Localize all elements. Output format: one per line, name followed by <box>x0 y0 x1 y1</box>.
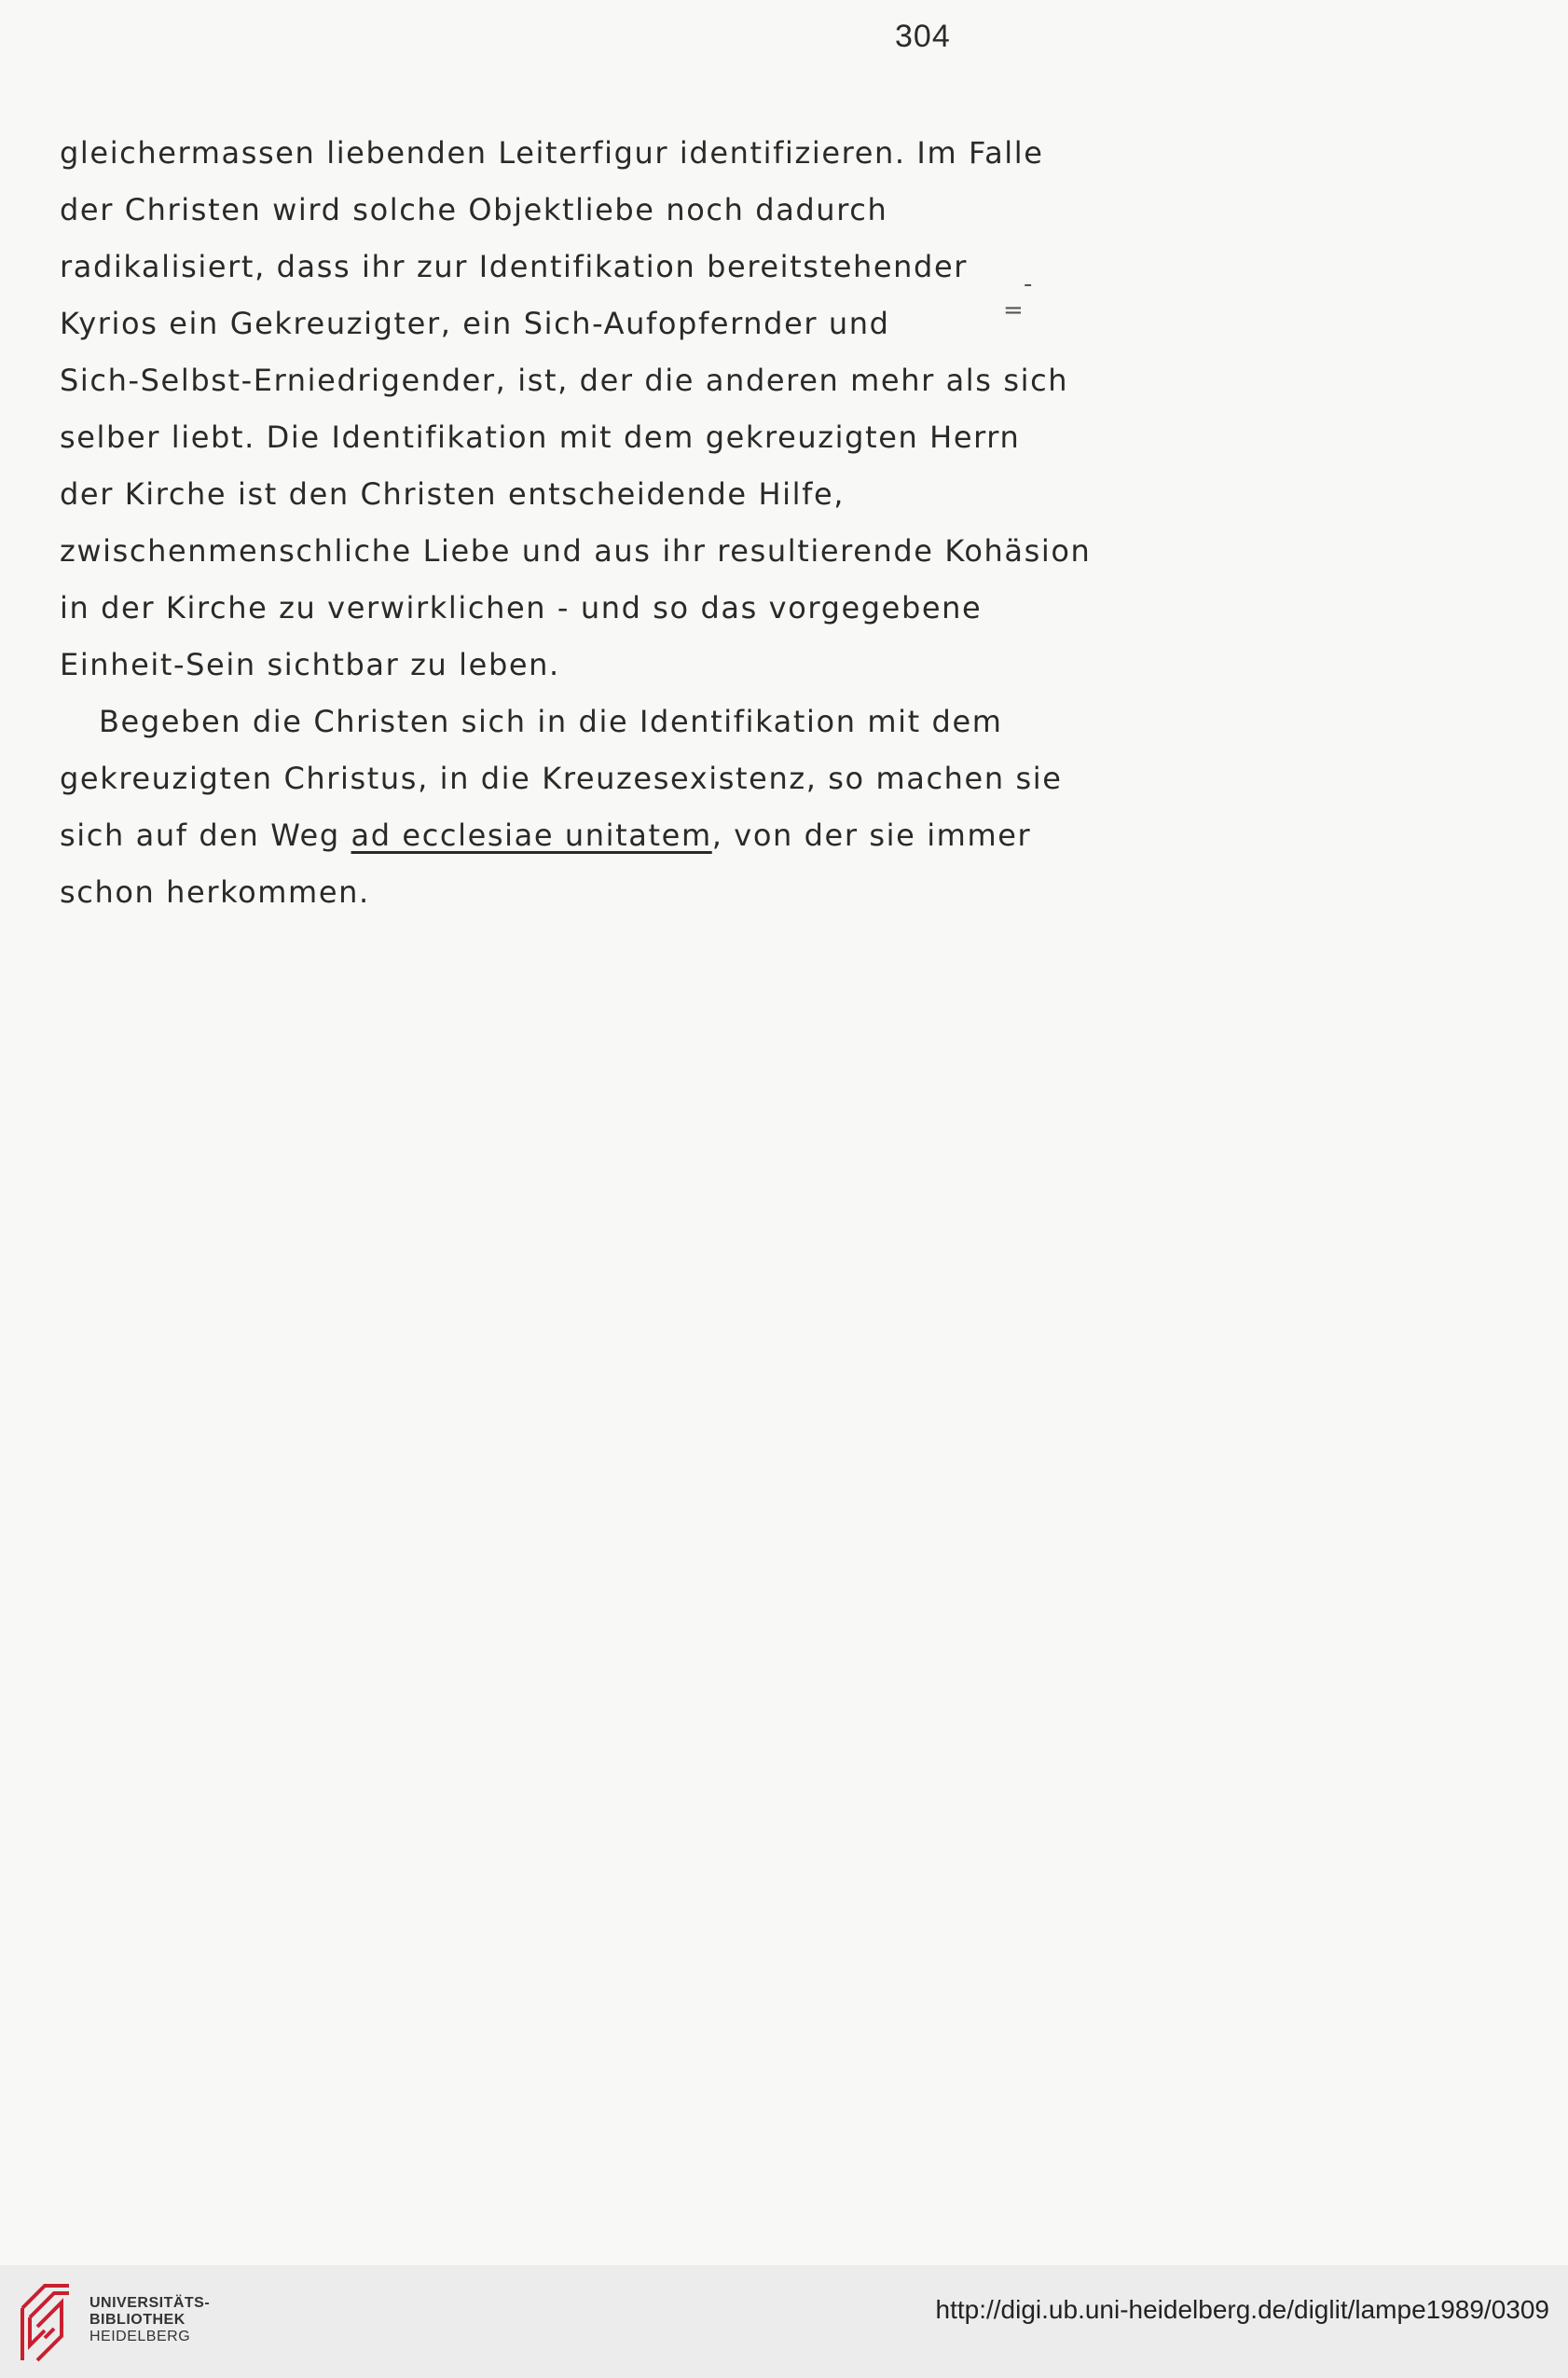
page-number: 304 <box>895 19 951 54</box>
text-line: zwischenmenschliche Liebe und aus ihr resultierende Kohäsion <box>60 533 1092 569</box>
text-line: der Christen wird solche Objektliebe noch dadurch <box>60 192 888 227</box>
text-line: Sich-Selbst-Erniedrigender, ist, der die anderen mehr als sich <box>60 363 1069 398</box>
library-name-line: HEIDELBERG <box>89 2329 191 2344</box>
library-name-line: BIBLIOTHEK <box>89 2312 186 2328</box>
text-line: Kyrios ein Gekreuzigter, ein Sich-Aufopfernder und <box>60 306 890 341</box>
text-line-with-underline <box>60 807 1048 864</box>
text-segment: , von der sie immer <box>711 818 1032 853</box>
paragraph-start-line: Begeben die Christen sich in die Identifikation mit dem <box>99 704 1003 739</box>
footer-bar <box>0 2265 1568 2378</box>
text-line: schon herkommen. <box>60 874 370 910</box>
text-line: gleichermassen liebenden Leiterfigur identifizieren. Im Falle <box>60 135 1044 171</box>
library-name <box>89 2295 210 2345</box>
margin-mark: = <box>1003 296 1024 324</box>
text-line: in der Kirche zu verwirklichen - und so das vorgegebene <box>60 590 983 625</box>
source-url-link[interactable]: http://digi.ub.uni-heidelberg.de/diglit/lampe1989/0309 <box>935 2295 1549 2324</box>
body-text <box>60 125 1092 921</box>
text-line: radikalisiert, dass ihr zur Identifikation bereitstehender <box>60 249 969 284</box>
library-name-line: UNIVERSITÄTS- <box>89 2295 211 2311</box>
margin-mark: - <box>1024 270 1033 298</box>
text-line: der Kirche ist den Christen entscheidende Hilfe, <box>60 476 846 512</box>
text-segment: sich auf den Weg <box>60 818 351 853</box>
text-line: gekreuzigten Christus, in die Kreuzesexistenz, so machen sie <box>60 761 1063 796</box>
text-line: Einheit-Sein sichtbar zu leben. <box>60 647 560 682</box>
underlined-phrase: ad ecclesiae unitatem <box>351 818 712 853</box>
library-logo-icon <box>17 2280 75 2366</box>
text-line: selber liebt. Die Identifikation mit dem gekreuzigten Herrn <box>60 419 1021 455</box>
